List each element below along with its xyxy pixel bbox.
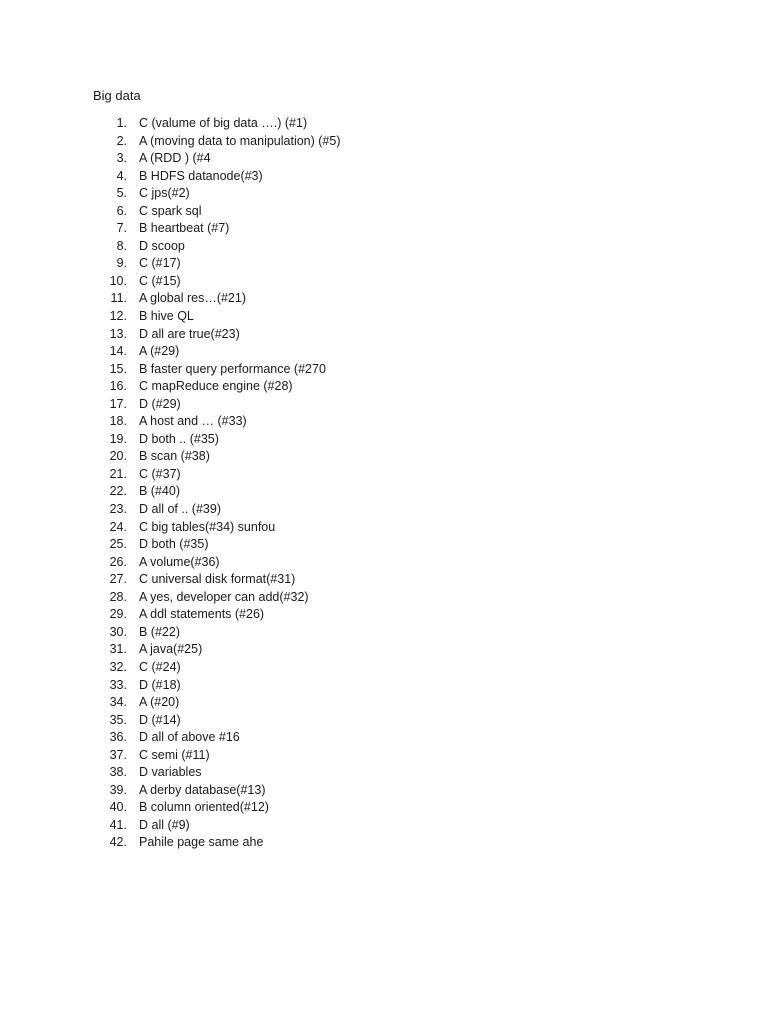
list-item-number: 34. [109,695,127,710]
list-item-text: A (#20) [139,695,180,710]
list-item-text: C spark sql [139,203,202,218]
list-item-text: B scan (#38) [139,449,210,464]
list-item-number: 29. [109,607,127,622]
list-item-text: D both (#35) [139,537,209,552]
list-item-number: 18. [109,414,127,429]
list-item-number: 40. [109,800,127,815]
list-item-number: 27. [109,572,127,587]
list-item-text: A (moving data to manipulation) (#5) [139,133,341,148]
list-item-number: 21. [109,466,127,481]
list-item-text: D (#14) [139,712,181,727]
list-item-number: 4. [116,168,127,183]
list-item-number: 41. [109,817,127,832]
list-item-number: 38. [109,765,127,780]
list-item-text: Pahile page same ahe [139,835,264,850]
list-item-text: A (#29) [139,344,180,359]
list-item-number: 6. [116,203,127,218]
list-item-text: A yes, developer can add(#32) [139,589,309,604]
list-item-text: D all of above #16 [139,730,240,745]
list-item-number: 22. [109,484,127,499]
list-item-text: C (#37) [139,466,181,481]
list-item-text: B (#22) [139,624,180,639]
list-item-number: 3. [116,151,127,166]
list-item-text: C (#15) [139,273,181,288]
list-item-number: 14. [109,344,127,359]
list-item-number: 33. [109,677,127,692]
list-item-number: 2. [116,133,127,148]
list-item-number: 32. [109,659,127,674]
list-item-text: C (#17) [139,256,181,271]
list-item-text: C semi (#11) [139,747,210,762]
list-item-number: 28. [109,589,127,604]
list-item-text: A volume(#36) [139,554,220,569]
list-item-number: 39. [109,782,127,797]
list-item-number: 24. [109,519,127,534]
list-item-text: B heartbeat (#7) [139,221,230,236]
list-item-number: 15. [109,361,127,376]
list-item-text: C big tables(#34) sunfou [139,519,276,534]
list-item-text: C mapReduce engine (#28) [139,379,293,394]
document-title: Big data [93,88,141,103]
list-item-number: 23. [109,502,127,517]
list-item-text: D all are true(#23) [139,326,240,341]
list-item-number: 11. [110,291,127,306]
list-item-text: C universal disk format(#31) [139,572,296,587]
list-item-text: B faster query performance (#270 [139,361,326,376]
list-item-text: C (valume of big data ….) (#1) [139,116,308,130]
list-item-number: 30. [109,624,127,639]
list-item-number: 10. [109,273,127,288]
list-item-number: 5. [116,186,127,201]
list-item-number: 36. [109,730,127,745]
list-item-text: D (#29) [139,396,181,411]
list-item-text: B HDFS datanode(#3) [139,168,263,183]
list-item-number: 8. [116,238,127,253]
list-item-text: D variables [139,765,202,780]
list-item-number: 19. [109,431,127,446]
list-item-number: 26. [109,554,127,569]
list-item-number: 42. [109,835,127,850]
list-item-text: D scoop [139,238,185,253]
list-item-number: 12. [109,309,127,324]
list-item-number: 37. [109,747,127,762]
list-item-number: 16. [109,379,127,394]
list-item-text: A ddl statements (#26) [139,607,265,622]
list-item-text: A (RDD ) (#4 [139,151,211,166]
list-item-number: 31. [109,642,127,657]
list-item-number: 17. [109,396,127,411]
list-item-number: 13. [109,326,127,341]
list-item-number: 9. [116,256,127,271]
list-item-number: 20. [109,449,127,464]
list-item-text: A derby database(#13) [139,782,266,797]
list-item-number: 25. [109,537,127,552]
list-item-number: 1. [116,116,127,130]
list-item-text: C jps(#2) [139,186,190,201]
list-item-number: 7. [116,221,127,236]
list-item-text: C (#24) [139,659,181,674]
list-item-text: A global res…(#21) [139,291,247,306]
list-item-text: A java(#25) [139,642,203,657]
list-item-number: 35. [109,712,127,727]
list-item-text: D (#18) [139,677,181,692]
list-item-text: D both .. (#35) [139,431,219,446]
list-item-text: B column oriented(#12) [139,800,269,815]
list-item-text: D all of .. (#39) [139,502,221,517]
list-item-text: B (#40) [139,484,180,499]
list-item-text: B hive QL [139,309,194,324]
list-item-text: D all (#9) [139,817,190,832]
list-item-text: A host and … (#33) [139,414,247,429]
